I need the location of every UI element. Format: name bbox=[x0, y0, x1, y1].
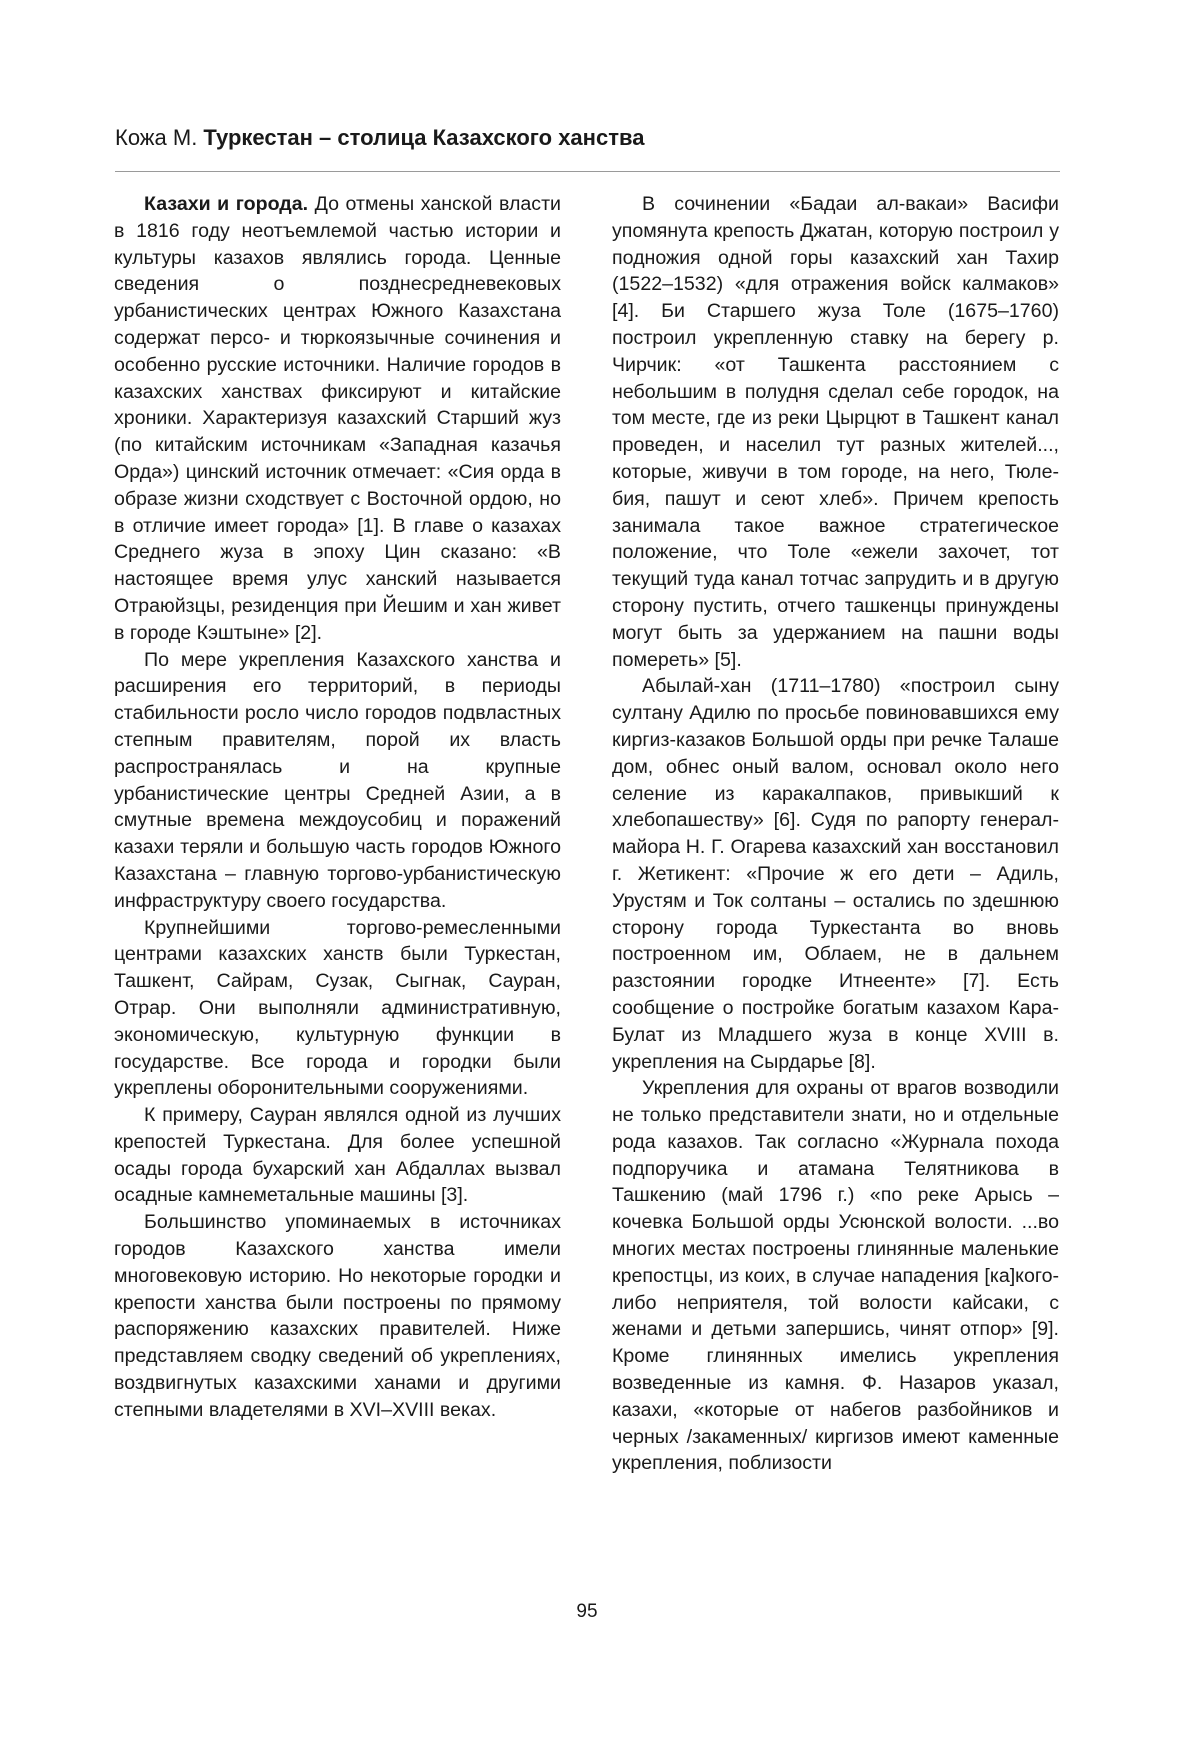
paragraph: Абылай-хан (1711–1780) «построил сыну султану Адилю по просьбе повиновавшихся ему киргиз-казаков Большой орды при речке Талаше дом, обнес оный валом, основал около него селение из каракалпаков, привыкший к хлебопашеству» [6]. Судя по рапорту генерал-майора Н. Г. Огарева казахский хан восстановил г. Жетикент: «Прочие ж его дети – Адиль, Урустям и Ток солтаны – остались по здешнюю сторону города Туркестанта во вновь построенном им, Облаем, не в дальнем разстоянии городке Итнеенте» [7]. Есть сообщение о постройке богатым казахом Кара-Булат из Младшего жуза в конце XVIII в. укрепления на Сырдарье [8]. bbox=[612, 675, 1059, 1073]
article-title: Туркестан – столица Казахского ханства bbox=[203, 125, 645, 150]
header-rule bbox=[115, 171, 1060, 172]
paragraph: К примеру, Сауран являлся одной из лучших крепостей Туркестана. Для более успешной осады города бухарский хан Абдаллах вызвал осадные камнеметальные машины [3]. bbox=[114, 1104, 561, 1207]
paragraph: В сочинении «Бадаи ал-вакаи» Васифи упомянута крепость Джатан, которую построил у подножия одной горы казахский хан Тахир (1522–1532) «для отражения войск калмаков» [4]. Би Старшего жуза Толе (1675–1760) построил укрепленную ставку на берегу р. Чирчик: «от Ташкента расстоянием с небольшим в полудня сделал себе городок, на том месте, где из реки Цырцют в Ташкент канал проведен, и населил тут разных жителей..., которые, живучи в том городе, на него, Тюле-бия, пашут и сеют хлеб». Причем крепость занимала такое важное стратегическое положение, что Толе «ежели захочет, тот текущий туда канал тотчас запрудить и в другую сторону пустить, отчего ташкенцы принуждены могут быть за удержанием на пашни воды помереть» [5]. bbox=[612, 193, 1059, 671]
author-name: Кожа М. bbox=[115, 125, 204, 150]
section-lead: Казахи и города. bbox=[144, 193, 309, 215]
paragraph: По мере укрепления Казахского ханства и расширения его территорий, в периоды стабильности росло число городов подвластных степным правителям, порой их власть распространялась и на крупные урбанистические центры Средней Азии, а в смутные времена междоусобиц и поражений казахи теряли и большую часть городов Южного Казахстана – главную торгово-урбанистическую инфраструктуру своего государства. bbox=[114, 648, 561, 912]
paragraph-text: До отмены ханской власти в 1816 году неотъемлемой частью истории и культуры казахов являлись города. Ценные сведения о позднесредневековых урбанистических центрах Южного Казахстана содержат персо- и тюркоязычные сочинения и особенно русские источники. Наличие городов в казахских ханствах фиксируют и китайские хроники. Характеризуя казахский Старший жуз (по китайским источникам «Западная казачья Орда») цинский источник отмечает: «Сия орда в образе жизни сходствует с Восточной ордою, но в отличие имеет города» [1]. В главе о казахах Среднего жуза в эпоху Цин сказано: «В настоящее время улус ханский называется Отраюйзцы, резиденция при Йешим и хан живет в городе Кэштыне» [2]. bbox=[114, 193, 561, 644]
paragraph bbox=[114, 191, 561, 647]
running-head bbox=[115, 124, 1065, 152]
paragraph: Крупнейшими торгово-ремесленными центрами казахских ханств были Туркестан, Ташкент, Сайрам, Сузак, Сыгнак, Сауран, Отрар. Они выполняли административную, экономическую, культурную функции в государстве. Все города и городки были укреплены оборонительными сооружениями. bbox=[114, 916, 561, 1100]
right-column bbox=[612, 191, 1059, 1477]
left-column bbox=[114, 191, 561, 1424]
paragraph: Укрепления для охраны от врагов возводили не только представители знати, но и отдельные рода казахов. Так согласно «Журнала похода подпоручика и атамана Телятникова в Ташкению (май 1796 г.) «по реке Арысь – кочевка Большой орды Усюнской волости. ...во многих местах построены глинянные маленькие крепостцы, из коих, в случае нападения [ка]кого-либо неприятеля, той волости кайсаки, с женами и детьми запершись, чинят отпор» [9]. Кроме глинянных имелись укрепления возведенные из камня. Ф. Назаров указал, казахи, «которые от набегов разбойников и черных /закаменных/ киргизов имеют каменные укрепления, поблизости bbox=[612, 1077, 1059, 1475]
page-number: 95 bbox=[576, 1601, 598, 1622]
paragraph: Большинство упоминаемых в источниках городов Казахского ханства имели многовековую историю. Но некоторые городки и крепости ханства были построены по прямому распоряжению казахских правителей. Ниже представляем сводку сведений об укреплениях, воздвигнутых казахскими ханами и другими степными владетелями в XVI–XVIII веках. bbox=[114, 1211, 561, 1421]
